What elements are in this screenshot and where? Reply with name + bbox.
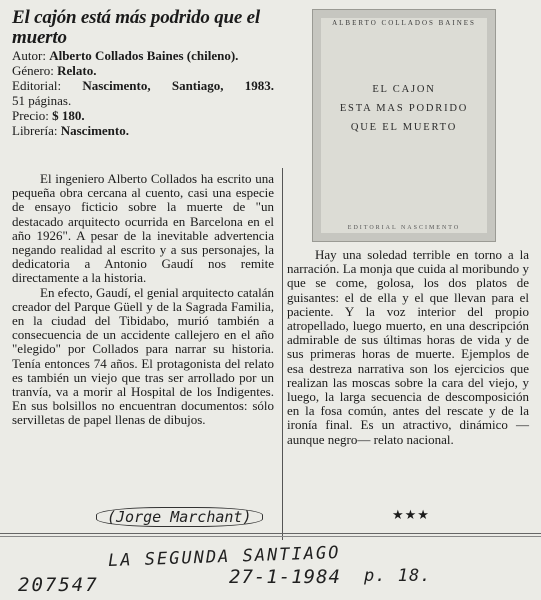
handwritten-page: p. 18. xyxy=(364,566,432,586)
bookstore-row xyxy=(12,123,274,138)
cover-title-line: QUE EL MUERTO xyxy=(350,122,458,133)
divider-rule xyxy=(0,533,541,534)
bookstore-value: Nascimento. xyxy=(60,123,129,138)
genre-value: Relato. xyxy=(57,63,97,78)
column-divider xyxy=(282,168,283,540)
handwritten-archive-id: 207547 xyxy=(18,574,99,596)
book-details xyxy=(12,48,274,138)
reviewer-signature: (Jorge Marchant) xyxy=(96,507,263,527)
divider-rule xyxy=(0,536,541,537)
rating-stars: ★★★ xyxy=(392,508,430,523)
price-value: $ 180. xyxy=(52,108,85,123)
price-row xyxy=(12,108,274,123)
genre-label: Género: xyxy=(12,63,54,78)
review-body-right-column xyxy=(287,248,529,447)
bookstore-label: Librería: xyxy=(12,123,58,138)
pages-row: 51 páginas. xyxy=(12,93,72,108)
genre-row xyxy=(12,63,274,78)
book-cover-image xyxy=(312,9,496,242)
review-body-left-column xyxy=(12,172,274,428)
cover-publisher: EDITORIAL NASCIMENTO xyxy=(347,225,461,231)
cover-title-line: EL CAJON xyxy=(372,84,436,95)
price-label: Precio: xyxy=(12,108,49,123)
author-row xyxy=(12,48,274,63)
author-value: Alberto Collados Baines (chileno). xyxy=(49,48,239,63)
body-paragraph: Hay una soledad terrible en torno a la narración. La monja que cuida al moribundo y que se come, golosa, los dos platos de guisantes: el de ella y el que llevan para el paciente. Y la voz interior del propio atropellado, luego muerto, en una descripción admirable de sus últimas horas de vida y de sus primeras horas de muerte. Ejemplos de esa destreza narrativa son los ejercicios que realizan las moscas sobre la cara del viejo, y luego, la larga secuencia de descomposición en la fosa común, antes del rescate y de la ironía final. Es un atractivo, dinámico —aunque negro— relato nacional. xyxy=(287,247,529,447)
cover-title xyxy=(321,80,487,137)
publisher-row xyxy=(12,78,274,93)
body-paragraph: En efecto, Gaudí, el genial arquitecto catalán creador del Parque Güell y de la Sagrada Familia, en la ciudad del Tibidabo, murió también a consecuencia de un accidente callejero en el año "elegido" por Collados para narrar su historia. Tenía entonces 74 años. El protagonista del relato es también un viejo que tras ser arrollado por un tranvía, va a morir al Hospital de los Indigentes. En sus bolsillos no encuentran documentos: sólo servilletas de papel llenas de dibujos. xyxy=(12,284,274,428)
handwritten-date: 27-1-1984 xyxy=(229,566,341,588)
author-label: Autor: xyxy=(12,48,46,63)
review-header xyxy=(12,8,274,138)
publisher-label: Editorial: xyxy=(12,78,62,93)
book-cover-face xyxy=(321,18,487,233)
review-title: El cajón está más podrido que el muerto xyxy=(12,7,260,48)
handwritten-source: LA SEGUNDA SANTIAGO xyxy=(107,542,341,572)
body-paragraph: El ingeniero Alberto Collados ha escrito una pequeña obra cercana al cuento, casi una especie de ensayo ficticio sobre la muerte de "un destacado arquitecto ocurrida en Barcelona en el año 1926". A pesar de la inevitable advertencia negando realidad al escrito y a sus personajes, la dedicatoria a Antonio Gaudí nos remite directamente a la historia. xyxy=(12,171,274,286)
cover-title-line: ESTA MAS PODRIDO xyxy=(339,103,469,114)
publisher-value: Nascimento, Santiago, 1983. xyxy=(82,78,274,93)
cover-author: ALBERTO COLLADOS BAINES xyxy=(332,19,476,27)
